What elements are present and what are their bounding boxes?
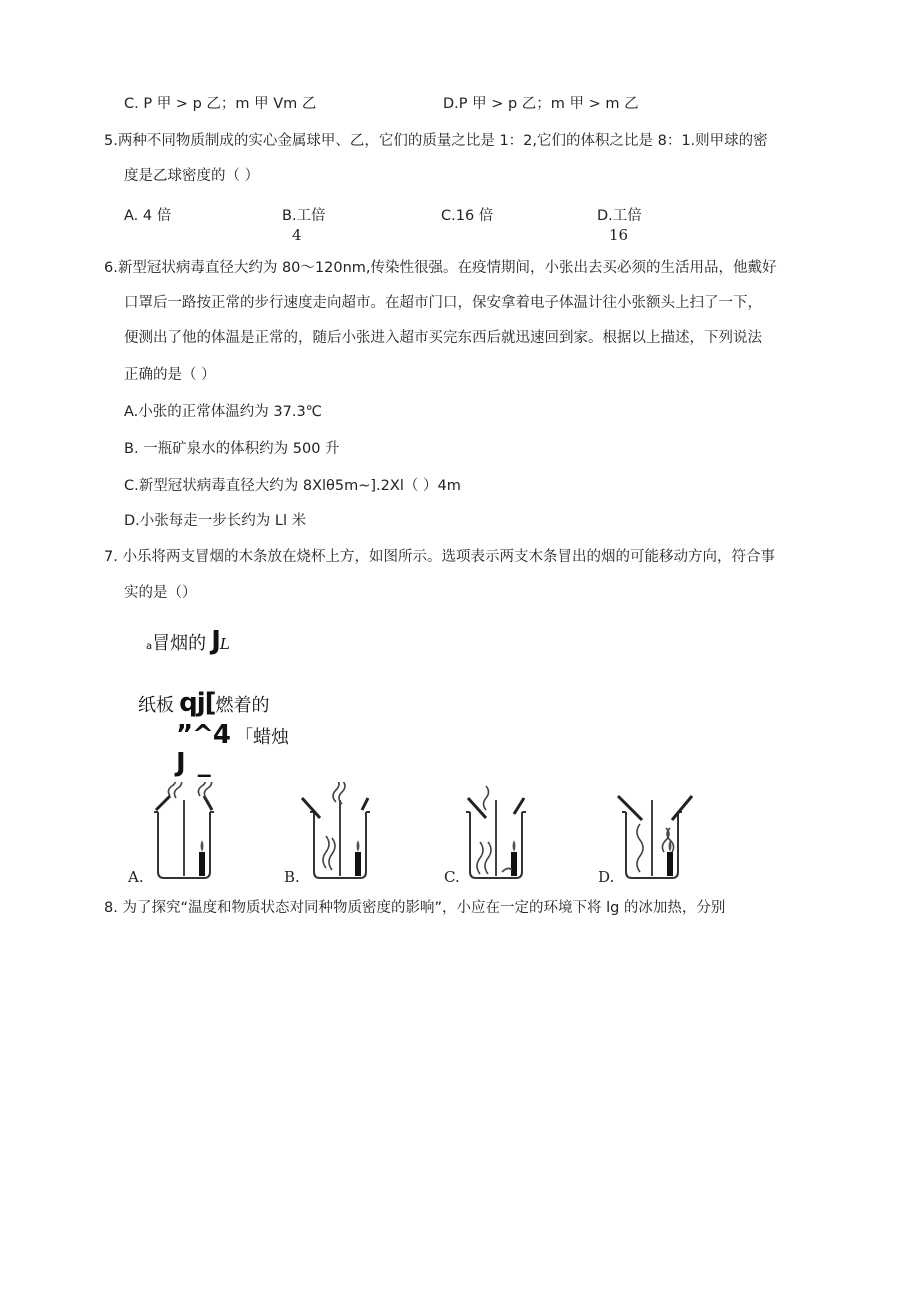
q5-option-c: C.16 倍 — [441, 208, 494, 224]
q5-stem-line1: 5.两种不同物质制成的实心金属球甲、乙，它们的质量之比是 1：2,它们的体积之比是 8：1.则甲球的密 — [104, 133, 768, 149]
q6-option-b: B. 一瓶矿泉水的体积约为 500 升 — [124, 441, 340, 457]
q7-ocr4-tail: _ — [197, 748, 210, 778]
q7-figure-label-d: D. — [598, 868, 615, 886]
q7-ocr2-text: 纸板 — [138, 695, 174, 716]
q7-figure-label-b: B. — [284, 868, 300, 886]
q6-option-d: D.小张每走一步长约为 Ll 米 — [124, 513, 307, 529]
q7-beakers-drawing — [120, 782, 720, 892]
q7-figure-label-c: C. — [444, 868, 460, 886]
q7-figure-label-a: A. — [128, 868, 144, 886]
q8-stem-line1: 8. 为了探究“温度和物质状态对同种物质密度的影响”，小应在一定的环境下将 lg 的冰加热，分别 — [104, 900, 726, 916]
q5-option-b-denominator: 4 — [292, 226, 302, 244]
q4-option-c: C. P 甲 > p 乙；m 甲 Vm 乙 — [124, 96, 317, 112]
q7-figure-ocr-line3 — [176, 720, 289, 750]
q7-ocr2-tail: 燃着的 — [215, 695, 270, 716]
beaker-a — [154, 782, 214, 878]
q7-ocr3-tail: 「蜡烛 — [235, 727, 290, 748]
q6-option-c: C.新型冠状病毒直径大约为 8Xlθ5m~].2Xl（ ）4m — [124, 478, 461, 494]
q7-figure-ocr-line1 — [146, 626, 230, 656]
q7-ocr1-prefix: a — [146, 641, 153, 652]
q7-ocr4-big: J — [176, 748, 185, 778]
q5-option-d: D.工倍 — [597, 208, 642, 224]
q7-ocr2-big: qj[ — [179, 688, 216, 718]
q7-ocr1-tail: L — [219, 635, 230, 653]
q4-option-d: D.P 甲 > p 乙；m 甲 > m 乙 — [443, 96, 639, 112]
beaker-c — [466, 786, 526, 878]
q7-stem-line1: 7. 小乐将两支冒烟的木条放在烧杯上方，如图所示。选项表示两支木条冒出的烟的可能移动方向，符合事 — [104, 549, 775, 565]
q6-option-a: A.小张的正常体温约为 37.3℃ — [124, 404, 322, 420]
q7-stem-line2: 实的是（） — [124, 585, 197, 601]
q7-figure-ocr-line2 — [138, 688, 270, 718]
q7-figure-ocr-line4 — [176, 748, 210, 778]
q5-option-b: B.工倍 — [282, 208, 326, 224]
beaker-b — [302, 782, 370, 878]
q7-options-figure — [120, 782, 720, 892]
q7-ocr1-text: 冒烟的 — [152, 633, 207, 654]
beaker-d — [618, 796, 692, 878]
q6-stem-line1: 6.新型冠状病毒直径大约为 80～120nm,传染性很强。在疫情期间，小张出去买必须的生活用品，他戴好 — [104, 260, 777, 276]
q5-stem-line2: 度是乙球密度的（ ） — [124, 168, 260, 184]
q5-option-d-denominator: 16 — [609, 226, 629, 244]
q7-ocr1-big: J — [211, 626, 220, 656]
q6-stem-line4: 正确的是（ ） — [124, 367, 216, 383]
q7-ocr3-big: ”^4 — [176, 720, 230, 750]
q5-option-a: A. 4 倍 — [124, 208, 172, 224]
q6-stem-line3: 便测出了他的体温是正常的，随后小张进入超市买完东西后就迅速回到家。根据以上描述，下列说法 — [124, 330, 762, 346]
q6-stem-line2: 口罩后一路按正常的步行速度走向超市。在超市门口，保安拿着电子体温计往小张额头上扫了一下， — [124, 295, 762, 311]
